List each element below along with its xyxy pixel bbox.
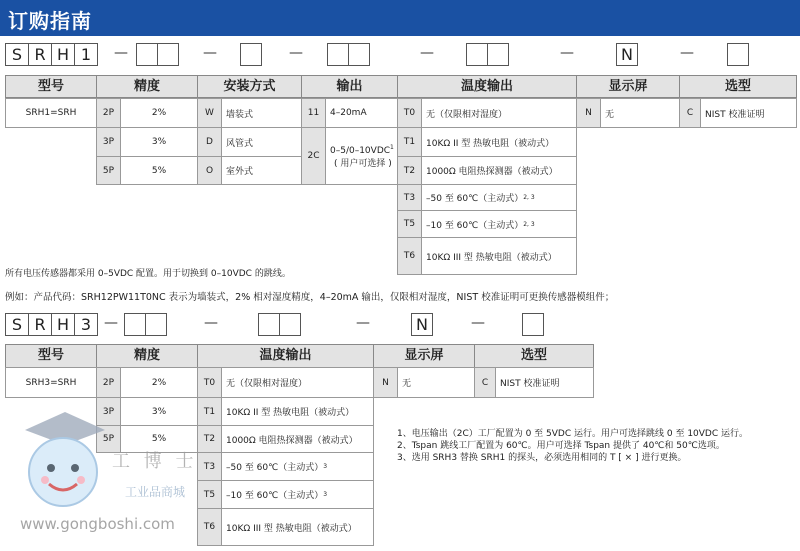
precision-value: 3% xyxy=(120,127,198,157)
precision-code: 2P xyxy=(96,98,121,128)
column-header: 精度 xyxy=(96,344,198,368)
code-dash: — xyxy=(289,45,303,61)
code-char: S xyxy=(5,313,29,336)
column-header: 选型 xyxy=(679,75,797,98)
code-char: S xyxy=(5,43,29,66)
footnote-1: 1、电压输出（2C）工厂配置为 0 至 5VDC 运行。用户可选择跳线 0 至 10VDC 运行。 xyxy=(397,429,748,439)
temp-code: T6 xyxy=(197,508,222,546)
temp-label: 无（仅限相对湿度） xyxy=(421,98,577,128)
temp-code: T1 xyxy=(197,397,222,426)
code-letter: N xyxy=(616,43,638,66)
section-title: 订购指南 xyxy=(8,9,92,33)
column-header: 安装方式 xyxy=(197,75,302,98)
code-slot xyxy=(727,43,749,66)
mount-code: O xyxy=(197,156,222,185)
code-char: 1 xyxy=(74,43,98,66)
watermark-sub: 工业品商城 xyxy=(125,485,186,499)
footnote-ref: 1 xyxy=(390,143,394,151)
output-voltage-text: 0–5/0–10VDC xyxy=(330,145,391,156)
temp-label: 无（仅限相对湿度） xyxy=(221,367,374,398)
option-code: C xyxy=(474,367,496,398)
code-char: R xyxy=(28,313,52,336)
watermark-brand: 工 博 士 xyxy=(112,451,198,472)
footnote-ref: 3 xyxy=(323,463,328,470)
temp-label: 1000Ω 电阻热探测器（被动式） xyxy=(221,425,374,453)
precision-code: 2P xyxy=(96,367,121,398)
temp-label: 10KΩ II 型 热敏电阻（被动式） xyxy=(221,397,374,426)
example-text: 例如：产品代码：SRH12PW11T0NC 表示为墙装式，2% 相对湿度精度，4–20mA 输出，仅限相对湿度，NIST 校准证明可更换传感器模组件； xyxy=(5,292,615,303)
temp-label: 10KΩ II 型 热敏电阻（被动式） xyxy=(421,127,577,157)
code-dash: — xyxy=(471,315,485,331)
column-header: 型号 xyxy=(5,344,97,368)
output-code: 2C xyxy=(301,127,326,185)
code-dash: — xyxy=(680,45,694,61)
code-char: H xyxy=(51,43,75,66)
note-voltage: 所有电压传感器都采用 0–5VDC 配置。用于切换到 0–10VDC 的跳线。 xyxy=(5,269,291,279)
column-header: 输出 xyxy=(301,75,398,98)
footnote-2: 2、Tspan 跳线工厂配置为 60℃。用户可选择 Tspan 提供了 40℃和 50℃选项。 xyxy=(397,441,725,451)
column-header: 温度输出 xyxy=(197,344,374,368)
temp-label-row xyxy=(221,452,374,481)
mount-label: 风管式 xyxy=(221,127,302,157)
temp-label: –50 至 60℃（主动式） xyxy=(226,463,324,473)
display-code: N xyxy=(373,367,398,398)
mount-label: 室外式 xyxy=(221,156,302,185)
code-dash: — xyxy=(114,45,128,61)
precision-code: 3P xyxy=(96,397,121,426)
column-header: 显示屏 xyxy=(576,75,680,98)
display-label: 无 xyxy=(397,367,475,398)
code-slot xyxy=(522,313,544,336)
temp-code: T6 xyxy=(397,237,422,275)
footnote-ref: 2, 3 xyxy=(523,194,535,201)
temp-label: –10 至 60℃（主动式） xyxy=(226,491,324,501)
column-header: 型号 xyxy=(5,75,97,98)
code-dash: — xyxy=(560,45,574,61)
temp-label: 10KΩ III 型 热敏电阻（被动式） xyxy=(421,237,577,275)
footnote-ref: 2, 3 xyxy=(523,220,535,228)
output-label: 4–20mA xyxy=(325,98,398,128)
mount-code: W xyxy=(197,98,222,128)
temp-label: –10 至 60℃（主动式） xyxy=(426,220,524,231)
precision-code: 3P xyxy=(96,127,121,157)
mount-code: D xyxy=(197,127,222,157)
code-letter: N xyxy=(411,313,433,336)
temp-label: 10KΩ III 型 热敏电阻（被动式） xyxy=(221,508,374,546)
model-cell: SRH1=SRH xyxy=(5,98,97,128)
display-label: 无 xyxy=(600,98,680,128)
code-slot xyxy=(258,313,280,336)
temp-code: T1 xyxy=(397,127,422,157)
temp-code: T3 xyxy=(397,184,422,211)
temp-label: –50 至 60℃（主动式） xyxy=(426,194,524,204)
output-label-voltage xyxy=(325,127,398,185)
temp-label-row xyxy=(221,480,374,509)
code-char: H xyxy=(51,313,75,336)
code-dash: — xyxy=(356,315,370,331)
display-code: N xyxy=(576,98,601,128)
output-code: 11 xyxy=(301,98,326,128)
code-dash: — xyxy=(104,315,118,331)
precision-code: 5P xyxy=(96,156,121,185)
mascot-logo-icon xyxy=(5,400,125,520)
precision-value: 3% xyxy=(120,397,198,426)
code-slot xyxy=(136,43,158,66)
precision-value: 5% xyxy=(120,156,198,185)
option-label: NIST 校准证明 xyxy=(495,367,594,398)
temp-code: T2 xyxy=(197,425,222,453)
code-char: 3 xyxy=(74,313,98,336)
column-header: 显示屏 xyxy=(373,344,475,368)
option-code: C xyxy=(679,98,701,128)
temp-code: T0 xyxy=(397,98,422,128)
mount-label: 墙装式 xyxy=(221,98,302,128)
code-slot xyxy=(327,43,349,66)
code-slot xyxy=(466,43,488,66)
temp-label: 1000Ω 电阻热探测器（被动式） xyxy=(421,156,577,185)
footnote-ref: 3 xyxy=(323,491,328,498)
option-label: NIST 校准证明 xyxy=(700,98,797,128)
footnote-3: 3、选用 SRH3 替换 SRH1 的探头，必须选用相同的 T [ × ] 进行更换。 xyxy=(397,453,687,463)
precision-value: 5% xyxy=(120,425,198,453)
temp-code: T5 xyxy=(197,480,222,509)
temp-code: T0 xyxy=(197,367,222,398)
temp-code: T2 xyxy=(397,156,422,185)
code-char: R xyxy=(28,43,52,66)
code-slot xyxy=(145,313,167,336)
model-cell: SRH3=SRH xyxy=(5,367,97,398)
code-slot xyxy=(124,313,146,336)
code-slot xyxy=(240,43,262,66)
code-dash: — xyxy=(204,315,218,331)
code-slot xyxy=(157,43,179,66)
temp-code: T5 xyxy=(397,210,422,238)
output-voltage-sub: ( 用户可选择 ) xyxy=(334,158,392,169)
code-dash: — xyxy=(203,45,217,61)
column-header: 温度输出 xyxy=(397,75,577,98)
code-slot xyxy=(348,43,370,66)
column-header: 选型 xyxy=(474,344,594,368)
code-dash: — xyxy=(420,45,434,61)
temp-code: T3 xyxy=(197,452,222,481)
watermark xyxy=(0,395,230,545)
watermark-url: www.gongboshi.com xyxy=(20,515,175,533)
precision-code: 5P xyxy=(96,425,121,453)
code-slot xyxy=(279,313,301,336)
precision-value: 2% xyxy=(120,98,198,128)
temp-label-row xyxy=(421,210,577,238)
column-header: 精度 xyxy=(96,75,198,98)
temp-label-row xyxy=(421,184,577,211)
code-slot xyxy=(487,43,509,66)
footnotes xyxy=(397,428,748,464)
precision-value: 2% xyxy=(120,367,198,398)
section-header xyxy=(0,0,800,36)
